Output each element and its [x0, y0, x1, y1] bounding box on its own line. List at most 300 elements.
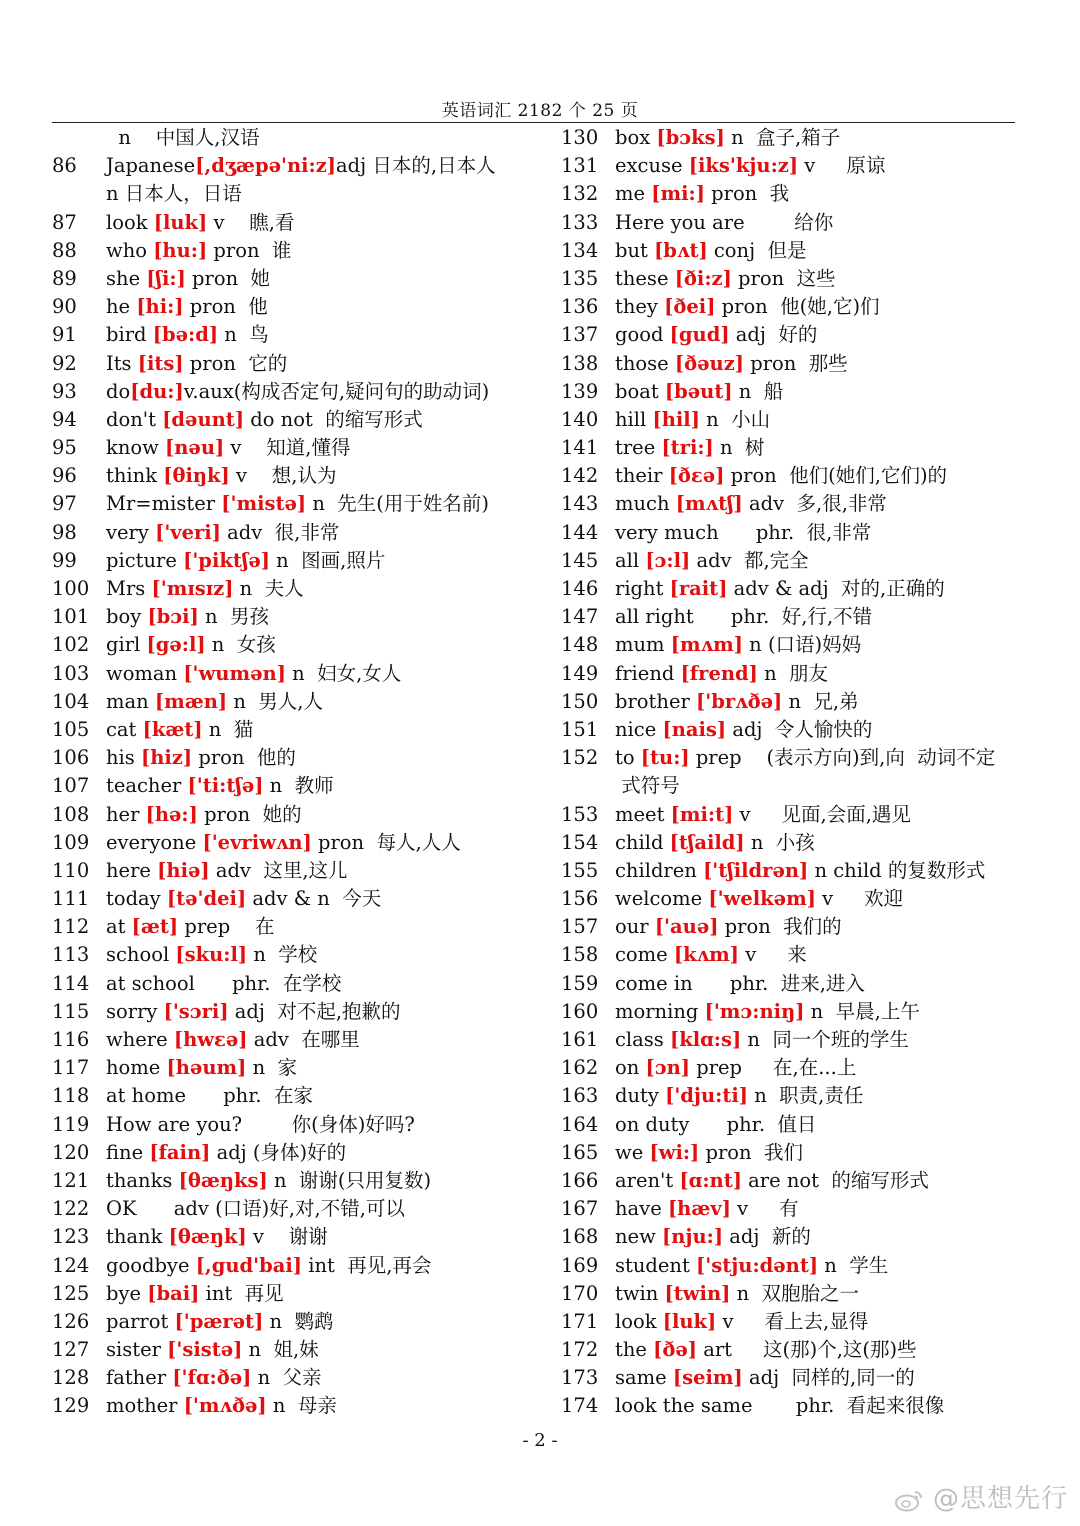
- vocab-entry: [52, 603, 522, 631]
- entry-definition: n 家: [246, 1056, 298, 1080]
- entry-word: tree: [615, 436, 662, 460]
- vocab-entry: [52, 434, 522, 462]
- entry-phonetic: ['stju:dənt]: [696, 1253, 819, 1277]
- entry-definition: adv 这里,这儿: [209, 858, 348, 882]
- entry-word: girl: [106, 633, 147, 657]
- entry-text: [106, 293, 268, 321]
- entry-phonetic: [hwɛə]: [173, 1028, 248, 1052]
- vocab-entry: [52, 1026, 522, 1054]
- entry-phonetic: ['dju:ti]: [665, 1084, 748, 1108]
- vocab-entry: [561, 490, 1021, 518]
- entry-phonetic: [tri:]: [661, 436, 714, 460]
- entry-number: 126: [52, 1309, 90, 1333]
- vocab-entry: [561, 1026, 1021, 1054]
- vocab-entry: [52, 462, 522, 490]
- entry-text: [106, 1392, 337, 1420]
- vocab-entry: [52, 1392, 522, 1420]
- entry-text: [615, 603, 872, 631]
- entry-word: goodbye: [106, 1253, 196, 1277]
- vocab-entry: [561, 857, 1021, 885]
- entry-phonetic: [gə:l]: [146, 633, 206, 657]
- entry-word: teacher: [106, 774, 188, 798]
- entry-word: come: [615, 943, 674, 967]
- entry-phonetic: [θiŋk]: [163, 464, 230, 488]
- entry-number: 97: [52, 492, 77, 516]
- vocab-entry: [561, 716, 1021, 744]
- vocab-entry: [52, 1139, 522, 1167]
- entry-phonetic: [iks'kju:z]: [688, 154, 799, 178]
- entry-text: [106, 631, 276, 659]
- watermark: [894, 1478, 1068, 1515]
- entry-word: on: [615, 1056, 646, 1080]
- entry-phonetic: [θæŋk]: [168, 1225, 247, 1249]
- entry-word: father: [106, 1366, 173, 1390]
- entry-phonetic: [its]: [137, 351, 184, 375]
- entry-text: [615, 152, 885, 180]
- entry-phonetic: [bai]: [147, 1281, 200, 1305]
- entry-text: [615, 1223, 811, 1251]
- entry-number: 134: [561, 238, 599, 262]
- entry-definition: v 瞧,看: [207, 210, 295, 234]
- vocab-entry: [52, 1082, 522, 1110]
- entry-word: morning: [615, 999, 705, 1023]
- entry-number: 129: [52, 1394, 90, 1418]
- vocab-entry: [561, 1111, 1021, 1139]
- entry-phonetic: [du:]: [130, 379, 184, 403]
- entry-phonetic: [hu:]: [153, 238, 208, 262]
- vocab-entry: [561, 970, 1021, 998]
- entry-phonetic: [ðɛə]: [668, 464, 725, 488]
- entry-text: [106, 941, 317, 969]
- entry-phonetic: [,gud'bai]: [195, 1253, 303, 1277]
- entry-phonetic: ['ti:tʃə]: [187, 774, 264, 798]
- entry-number: 124: [52, 1253, 90, 1277]
- entry-definition: adj 令人愉快的: [726, 717, 873, 741]
- entry-number: 107: [52, 774, 90, 798]
- vocab-entry: [52, 1167, 522, 1195]
- entry-number: 158: [561, 943, 599, 967]
- entry-text: [106, 1082, 313, 1110]
- vocab-entry: [52, 1054, 522, 1082]
- entry-number: 163: [561, 1084, 599, 1108]
- entry-definition: pron 他(她,它)们: [715, 295, 880, 319]
- entry-word: OK: [106, 1197, 137, 1221]
- vocab-entry: [561, 321, 1021, 349]
- vocab-entry: [561, 575, 1021, 603]
- entry-definition: v 谢谢: [246, 1225, 328, 1249]
- entry-word: we: [615, 1140, 650, 1164]
- entry-phonetic: [rait]: [669, 577, 728, 600]
- entry-phonetic: [ʃi:]: [146, 266, 186, 290]
- entry-text: [615, 434, 764, 462]
- entry-text: [615, 716, 872, 744]
- entry-phonetic: [tə'dei]: [166, 887, 247, 911]
- entry-word: children: [615, 858, 704, 882]
- entry-text: [106, 519, 339, 547]
- entry-text: [615, 660, 828, 688]
- entry-text: [615, 941, 807, 969]
- entry-word: boat: [615, 379, 665, 403]
- entry-text: [106, 603, 269, 631]
- entry-definition: adv & adj 对的,正确的: [727, 577, 945, 600]
- entry-word: meet: [615, 802, 671, 826]
- entry-definition: n 父亲: [251, 1366, 322, 1390]
- entry-number: 103: [52, 661, 90, 685]
- vocab-entry: [52, 744, 522, 772]
- entry-phonetic: [bɔks]: [656, 126, 725, 149]
- entry-number: 146: [561, 577, 599, 600]
- entry-text: [106, 1167, 431, 1195]
- entry-definition: n (口语)妈妈: [742, 633, 862, 657]
- entry-text: [615, 1111, 816, 1139]
- entry-number: 152: [561, 746, 599, 770]
- entry-number: 118: [52, 1084, 90, 1108]
- entry-text: [615, 265, 836, 293]
- entry-number: 91: [52, 323, 77, 347]
- entry-phonetic: [wi:]: [649, 1140, 700, 1164]
- entry-word: aren't: [615, 1168, 680, 1192]
- entry-word: at home: [106, 1084, 186, 1108]
- entry-definition: adv 在哪里: [247, 1028, 360, 1052]
- vocab-entry: [561, 1280, 1021, 1308]
- entry-word: child: [615, 830, 670, 854]
- entry-number: 89: [52, 266, 77, 290]
- entry-phonetic: [hiə]: [157, 858, 210, 882]
- entry-text: [106, 970, 341, 998]
- vocab-entry: [561, 519, 1021, 547]
- entry-definition: adj 新的: [723, 1225, 811, 1249]
- entry-text: [615, 1139, 803, 1167]
- vocab-entry: [561, 350, 1021, 378]
- entry-word: bye: [106, 1281, 148, 1305]
- vocab-entry: [561, 1139, 1021, 1167]
- entry-word: man: [106, 689, 155, 713]
- entry-phonetic: ['tʃildrən]: [703, 858, 809, 882]
- entry-number: 87: [52, 210, 77, 234]
- entry-definition: n 男人,人: [227, 689, 324, 713]
- entry-word: don't: [106, 407, 163, 431]
- vocab-entry: [52, 660, 522, 688]
- entry-text: [106, 462, 337, 490]
- entry-phonetic: [ðə]: [653, 1338, 698, 1362]
- entry-definition: n 图画,照片: [269, 548, 386, 572]
- vocab-entry: [561, 603, 1021, 631]
- entry-text: [106, 434, 350, 462]
- entry-text: [106, 406, 423, 434]
- entry-text: [106, 350, 287, 378]
- entry-definition: prep (表示方向)到,向 动词不定: [689, 746, 996, 770]
- entry-text: [615, 631, 861, 659]
- entry-text: [106, 688, 323, 716]
- entry-number: 128: [52, 1366, 90, 1390]
- entry-continuation: n 日本人，日语: [106, 182, 242, 206]
- entry-definition: n 女孩: [205, 633, 276, 657]
- vocab-entry: [561, 547, 1021, 575]
- entry-definition: n 小孩: [744, 830, 815, 854]
- entry-definition: n 船: [732, 379, 784, 403]
- vocab-entry: [561, 180, 1021, 208]
- entry-word: at school: [106, 971, 195, 995]
- vocab-entry: [52, 490, 522, 518]
- entry-number: 98: [52, 520, 77, 544]
- entry-definition: v 来: [739, 943, 807, 967]
- entry-number: 95: [52, 436, 77, 460]
- entry-word: the: [615, 1338, 654, 1362]
- entry-text: [106, 1195, 405, 1223]
- entry-definition: pron 它的: [183, 351, 288, 375]
- entry-phonetic: [hæv]: [667, 1197, 731, 1221]
- entry-word: sorry: [106, 999, 164, 1023]
- entry-definition: adv 多,很,非常: [742, 492, 887, 516]
- entry-phonetic: [mæn]: [154, 689, 228, 713]
- entry-word: Japanese: [106, 154, 196, 178]
- entry-number: 161: [561, 1028, 599, 1052]
- vocab-entry: [561, 124, 1021, 152]
- vocab-entry: [52, 1364, 522, 1392]
- entry-word: new: [615, 1225, 662, 1249]
- entry-text: [106, 1054, 297, 1082]
- entry-word: home: [106, 1056, 167, 1080]
- vocab-entry: [52, 575, 522, 603]
- entry-definition: n 盒子,箱子: [724, 126, 841, 149]
- entry-number: 110: [52, 858, 90, 882]
- entry-phonetic: [luk]: [153, 210, 208, 234]
- entry-phonetic: [klɑ:s]: [670, 1028, 742, 1052]
- entry-phonetic: [nju:]: [662, 1225, 724, 1249]
- entry-phonetic: [bə:d]: [152, 323, 219, 347]
- entry-text: [106, 1223, 328, 1251]
- page-number: - 2 -: [522, 1430, 558, 1451]
- entry-phonetic: [nais]: [662, 717, 727, 741]
- entry-text: [106, 378, 489, 406]
- entry-text: [106, 547, 385, 575]
- entry-number: 133: [561, 210, 599, 234]
- entry-continuation: 式符号: [615, 774, 680, 798]
- entry-text: [615, 744, 1025, 772]
- entry-text: [106, 1139, 346, 1167]
- entry-definition: adj 日本的,日本人: [336, 154, 496, 178]
- entry-text: [106, 265, 270, 293]
- vocab-entry: [52, 1223, 522, 1251]
- entry-number: 151: [561, 717, 599, 741]
- vocab-entry: [52, 209, 522, 237]
- entry-definition: pron 我: [704, 182, 790, 206]
- entry-phonetic: [twin]: [664, 1281, 731, 1305]
- vocab-entry: [52, 1280, 522, 1308]
- entry-number: 154: [561, 830, 599, 854]
- entry-text: [615, 490, 887, 518]
- vocab-entry: [561, 434, 1021, 462]
- entry-definition: adj 好的: [729, 323, 818, 347]
- entry-word: nice: [615, 717, 663, 741]
- entry-word: student: [615, 1253, 697, 1277]
- entry-text: [615, 406, 770, 434]
- entry-text: [615, 857, 985, 885]
- vocab-entry: [561, 631, 1021, 659]
- entry-word: who: [106, 238, 154, 262]
- page-header: 英语词汇 2182 个 25 页: [441, 101, 639, 121]
- entry-number: 117: [52, 1056, 90, 1080]
- vocab-entry: [561, 941, 1021, 969]
- entry-definition: 你(身体)好吗?: [242, 1112, 415, 1136]
- entry-definition: adv 很,非常: [220, 520, 340, 544]
- watermark-text: @思想先行: [932, 1484, 1068, 1514]
- entry-phonetic: ['pærət]: [174, 1309, 264, 1333]
- entry-text: [615, 575, 945, 603]
- entry-number: 119: [52, 1112, 90, 1136]
- entry-definition: v 欢迎: [815, 887, 904, 911]
- entry-word: box: [615, 126, 657, 149]
- entry-number: 101: [52, 605, 90, 629]
- entry-definition: phr. 在家: [186, 1084, 314, 1108]
- vocab-entry: [52, 1308, 522, 1336]
- entry-word: right: [615, 577, 670, 600]
- entry-phonetic: [tʃaild]: [669, 830, 745, 854]
- entry-definition: n 早晨,上午: [804, 999, 920, 1023]
- entry-number: 135: [561, 266, 599, 290]
- entry-definition: 给你: [744, 210, 834, 234]
- entry-word: cat: [106, 717, 143, 741]
- entry-text: [615, 350, 848, 378]
- entry-phonetic: [fain]: [149, 1140, 211, 1164]
- entry-word: very: [106, 520, 156, 544]
- entry-number: 165: [561, 1140, 599, 1164]
- entry-word: think: [106, 464, 164, 488]
- entry-word: mum: [615, 633, 671, 657]
- entry-text: [106, 857, 348, 885]
- entry-definition: v 原谅: [798, 154, 886, 178]
- entry-word: duty: [615, 1084, 666, 1108]
- entry-definition: adv 都,完全: [690, 548, 809, 572]
- entry-phonetic: [ɔ:l]: [645, 548, 691, 572]
- entry-definition: adj 同样的,同一的: [742, 1366, 915, 1390]
- vocab-entry: [52, 1336, 522, 1364]
- entry-definition: pron 她: [185, 266, 271, 290]
- entry-text: [615, 1054, 856, 1082]
- entry-text: [615, 1364, 915, 1392]
- entry-word: welcome: [615, 887, 709, 911]
- entry-definition: n 先生(用于姓名前): [306, 492, 489, 516]
- vocab-entry: [52, 237, 522, 265]
- entry-definition: n 教师: [263, 774, 334, 798]
- entry-word: all right: [615, 605, 694, 629]
- entry-text: [106, 490, 489, 518]
- entry-text: [615, 885, 903, 913]
- entry-word: he: [106, 295, 137, 319]
- entry-definition: n 猫: [202, 717, 254, 741]
- entry-word: twin: [615, 1281, 665, 1305]
- entry-definition: n 职责,责任: [748, 1084, 864, 1108]
- vocab-entry: [52, 321, 522, 349]
- entry-number: 131: [561, 154, 599, 178]
- vocab-entry: [561, 1195, 1021, 1223]
- vocab-entry: [52, 716, 522, 744]
- entry-phonetic: [bɔi]: [147, 605, 199, 629]
- entry-phonetic: [nəu]: [165, 436, 225, 460]
- entry-number: 143: [561, 492, 599, 516]
- entry-definition: prep 在,在...上: [690, 1056, 857, 1080]
- entry-text: [106, 152, 516, 180]
- vocab-entry: [52, 688, 522, 716]
- entry-definition: pron 这些: [731, 266, 836, 290]
- entry-definition: v 想,认为: [229, 464, 337, 488]
- entry-word: mother: [106, 1394, 184, 1418]
- entry-phonetic: ['veri]: [155, 520, 221, 544]
- entry-definition: adj 对不起,抱歉的: [228, 999, 401, 1023]
- entry-definition: n 中国人,汉语: [106, 126, 260, 149]
- entry-text: [106, 1364, 322, 1392]
- entry-word: where: [106, 1028, 174, 1052]
- entry-number: 137: [561, 323, 599, 347]
- vocab-entry: [52, 293, 522, 321]
- entry-word: on duty: [615, 1112, 690, 1136]
- entry-number: 116: [52, 1028, 90, 1052]
- entry-definition: n 兄,弟: [782, 689, 859, 713]
- entry-text: [615, 237, 807, 265]
- entry-text: [106, 1026, 360, 1054]
- vocab-entry: [561, 1054, 1021, 1082]
- entry-word: Here you are: [615, 210, 745, 234]
- entry-word: thank: [106, 1225, 169, 1249]
- entry-definition: conj 但是: [707, 238, 807, 262]
- entry-word: these: [615, 266, 675, 290]
- entry-definition: prep 在: [178, 915, 275, 939]
- vocab-entry: [561, 209, 1021, 237]
- entry-text: [106, 913, 274, 941]
- entry-text: [615, 1308, 868, 1336]
- entry-text: [106, 885, 381, 913]
- entry-text: [615, 1167, 929, 1195]
- entry-number: 162: [561, 1056, 599, 1080]
- entry-definition: n 母亲: [266, 1394, 337, 1418]
- entry-phonetic: ['auə]: [654, 915, 719, 939]
- entry-text: [615, 688, 859, 716]
- entry-definition: int 再见: [199, 1281, 284, 1305]
- entry-definition: pron 他们(她们,它们)的: [724, 464, 948, 488]
- vocab-entry: [561, 829, 1021, 857]
- entry-word: know: [106, 436, 166, 460]
- entry-phonetic: [bəut]: [664, 379, 733, 403]
- vocab-entry: [561, 1392, 1021, 1420]
- entry-phonetic: [mi:]: [651, 182, 705, 206]
- entry-text: [615, 970, 865, 998]
- entry-number: 145: [561, 548, 599, 572]
- entry-phonetic: [sku:l]: [175, 943, 248, 967]
- left-column: [52, 124, 522, 1421]
- entry-text: [615, 378, 783, 406]
- entry-number: 113: [52, 943, 90, 967]
- entry-number: 153: [561, 802, 599, 826]
- entry-word: Its: [106, 351, 138, 375]
- entry-number: 170: [561, 1281, 599, 1305]
- entry-number: 88: [52, 238, 77, 262]
- entry-number: 94: [52, 407, 77, 431]
- entry-definition: v 知道,懂得: [224, 436, 351, 460]
- entry-definition: n 鹦鹉: [263, 1309, 334, 1333]
- entry-phonetic: [hil]: [652, 407, 700, 431]
- entry-text: [106, 209, 295, 237]
- entry-text: [615, 801, 911, 829]
- vocab-entry: [561, 660, 1021, 688]
- entry-definition: do not 的缩写形式: [244, 407, 423, 431]
- entry-number: 149: [561, 661, 599, 685]
- entry-phonetic: [bʌt]: [654, 238, 708, 262]
- entry-word: me: [615, 182, 652, 206]
- entry-number: 171: [561, 1309, 599, 1333]
- vocab-entry: [52, 406, 522, 434]
- vocab-entry: [561, 1336, 1021, 1364]
- entry-text: [615, 1252, 888, 1280]
